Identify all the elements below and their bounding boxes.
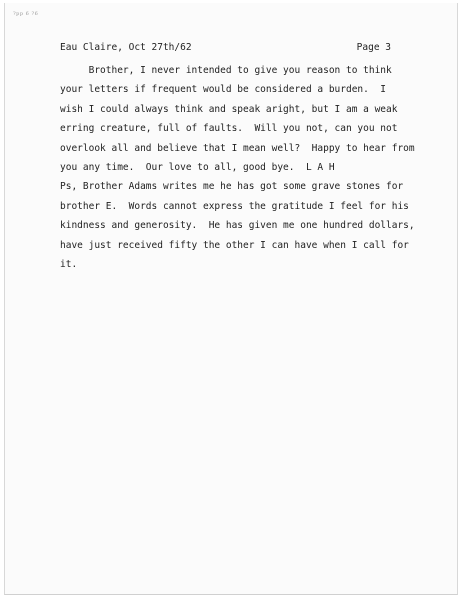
text-line: brother E. Words cannot express the gratitude I feel for his [60, 200, 409, 212]
text-line: have just received fifty the other I can have when I call for [60, 239, 409, 251]
page-header [60, 42, 391, 53]
text-line: it. [60, 259, 78, 271]
text-line: you any time. Our love to all, good bye. L A H [60, 162, 335, 174]
text-line: overlook all and believe that I mean well? Happy to hear from [60, 142, 415, 154]
text-line: kindness and generosity. He has given me one hundred dollars, [60, 220, 415, 232]
page-number: Page 3 [356, 42, 391, 53]
document-page [4, 3, 458, 595]
archival-pencil-mark: ?pp 6 ?6 [13, 11, 39, 17]
text-line: erring creature, full of faults. Will you not, can you not [60, 123, 398, 135]
letter-body [60, 61, 415, 274]
text-line: wish I could always think and speak aright, but I am a weak [60, 103, 398, 115]
text-line: your letters if frequent would be considered a burden. I [60, 84, 387, 96]
text-line: Ps, Brother Adams writes me he has got some grave stones for [60, 181, 404, 193]
place-date: Eau Claire, Oct 27th/62 [60, 42, 192, 53]
text-line: Brother, I never intended to give you reason to think [60, 65, 392, 76]
